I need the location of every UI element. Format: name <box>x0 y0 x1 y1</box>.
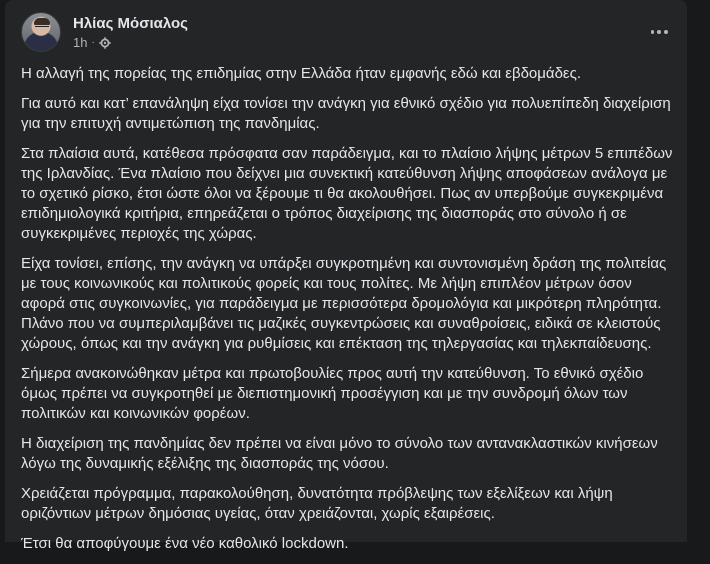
more-dot <box>651 30 655 34</box>
avatar-hair <box>34 18 50 25</box>
more-dot <box>657 30 661 34</box>
post-paragraph: Είχα τονίσει, επίσης, την ανάγκη να υπάρξει συγκροτημένη και συντονισμένη δράση της πολιτείας με τους κοινωνικούς και πολιτικούς φορείς και τους πολίτες. Με λήψη επιπλέον μέτρων όσον αφορά στις συγκοινωνίες, για παράδειγμα με περισσότερα δρομολόγια και μικρότερη πληρότητα. Πλάνο που να συμπεριλαμβάνει τις μαζικές συγκεντρώσεις και συναθροίσεις, ειδικά σε κλειστούς χώρους, όπως και την ανάγκη για ρυθμίσεις και επέκταση της τηλεργασίας και τηλεκπαίδευσης. <box>21 255 667 352</box>
more-options-icon[interactable] <box>649 22 669 42</box>
author-name[interactable]: Ηλίας Μόσιαλος <box>73 15 188 32</box>
post-time[interactable]: 1h <box>73 35 88 50</box>
post-card <box>5 0 687 552</box>
post-paragraph: Έτσι θα αποφύγουμε ένα νέο καθολικό lockdown. <box>21 535 349 552</box>
meta-separator: · <box>91 37 95 48</box>
gear-icon[interactable] <box>99 37 111 49</box>
avatar[interactable] <box>21 12 61 52</box>
post-paragraph: Σήμερα ανακοινώθηκαν μέτρα και πρωτοβουλίες προς αυτή την κατεύθυνση. Το εθνικό σχέδιο όμως πρέπει να συγκροτηθεί με διεπιστημονική προσέγγιση και με την συνδρομή όλων των πολιτικών και κοινωνικών φορέων. <box>21 365 644 422</box>
post-text <box>21 64 675 564</box>
post-paragraph: Χρειάζεται πρόγραμμα, παρακολούθηση, δυνατότητα πρόβλεψης των εξελίξεων και λήψη οριζόντιων μέτρων δημόσιας υγείας, όταν χρειάζονται, χωρίς εξαιρέσεις. <box>21 485 613 522</box>
post-meta <box>73 35 111 50</box>
post-paragraph: Στα πλαίσια αυτά, κατέθεσα πρόσφατα σαν παράδειγμα, και το πλαίσιο λήψης μέτρων 5 επιπέδων της Ιρλανδίας. Ένα πλαίσιο που δείχνει μια συνεκτική κατεύθυνση λήψης αποφάσεων ανάλογα με το σχετικό ρίσκο, έτσι ώστε όλοι να ξέρουμε τι θα ακολουθήσει. Πως αν υπερβούμε συγκεκριμένα επιδημιολογικά κριτήρια, επηρεάζεται ο τρόπος διαχείρισης της διασποράς στο σύνολο ή σε συγκεκριμένες περιοχές της χώρας. <box>21 145 673 242</box>
post-paragraph: Η αλλαγή της πορείας της επιδημίας στην Ελλάδα ήταν εμφανής εδώ και εβδομάδες. <box>21 65 582 82</box>
post-paragraph: Η διαχείριση της πανδημίας δεν πρέπει να είναι μόνο το σύνολο των αντανακλαστικών κινήσεων λόγω της δυναμικής εξέλιξης της διασποράς της νόσου. <box>21 435 658 472</box>
post-header <box>21 12 681 56</box>
avatar-glasses <box>35 26 49 30</box>
more-dot <box>664 30 668 34</box>
post-paragraph: Για αυτό και κατ’ επανάληψη είχα τονίσει την ανάγκη για εθνικό σχέδιο για πολυεπίπεδη διαχείριση για την επιτυχή αντιμετώπιση της πανδημίας. <box>21 95 671 132</box>
